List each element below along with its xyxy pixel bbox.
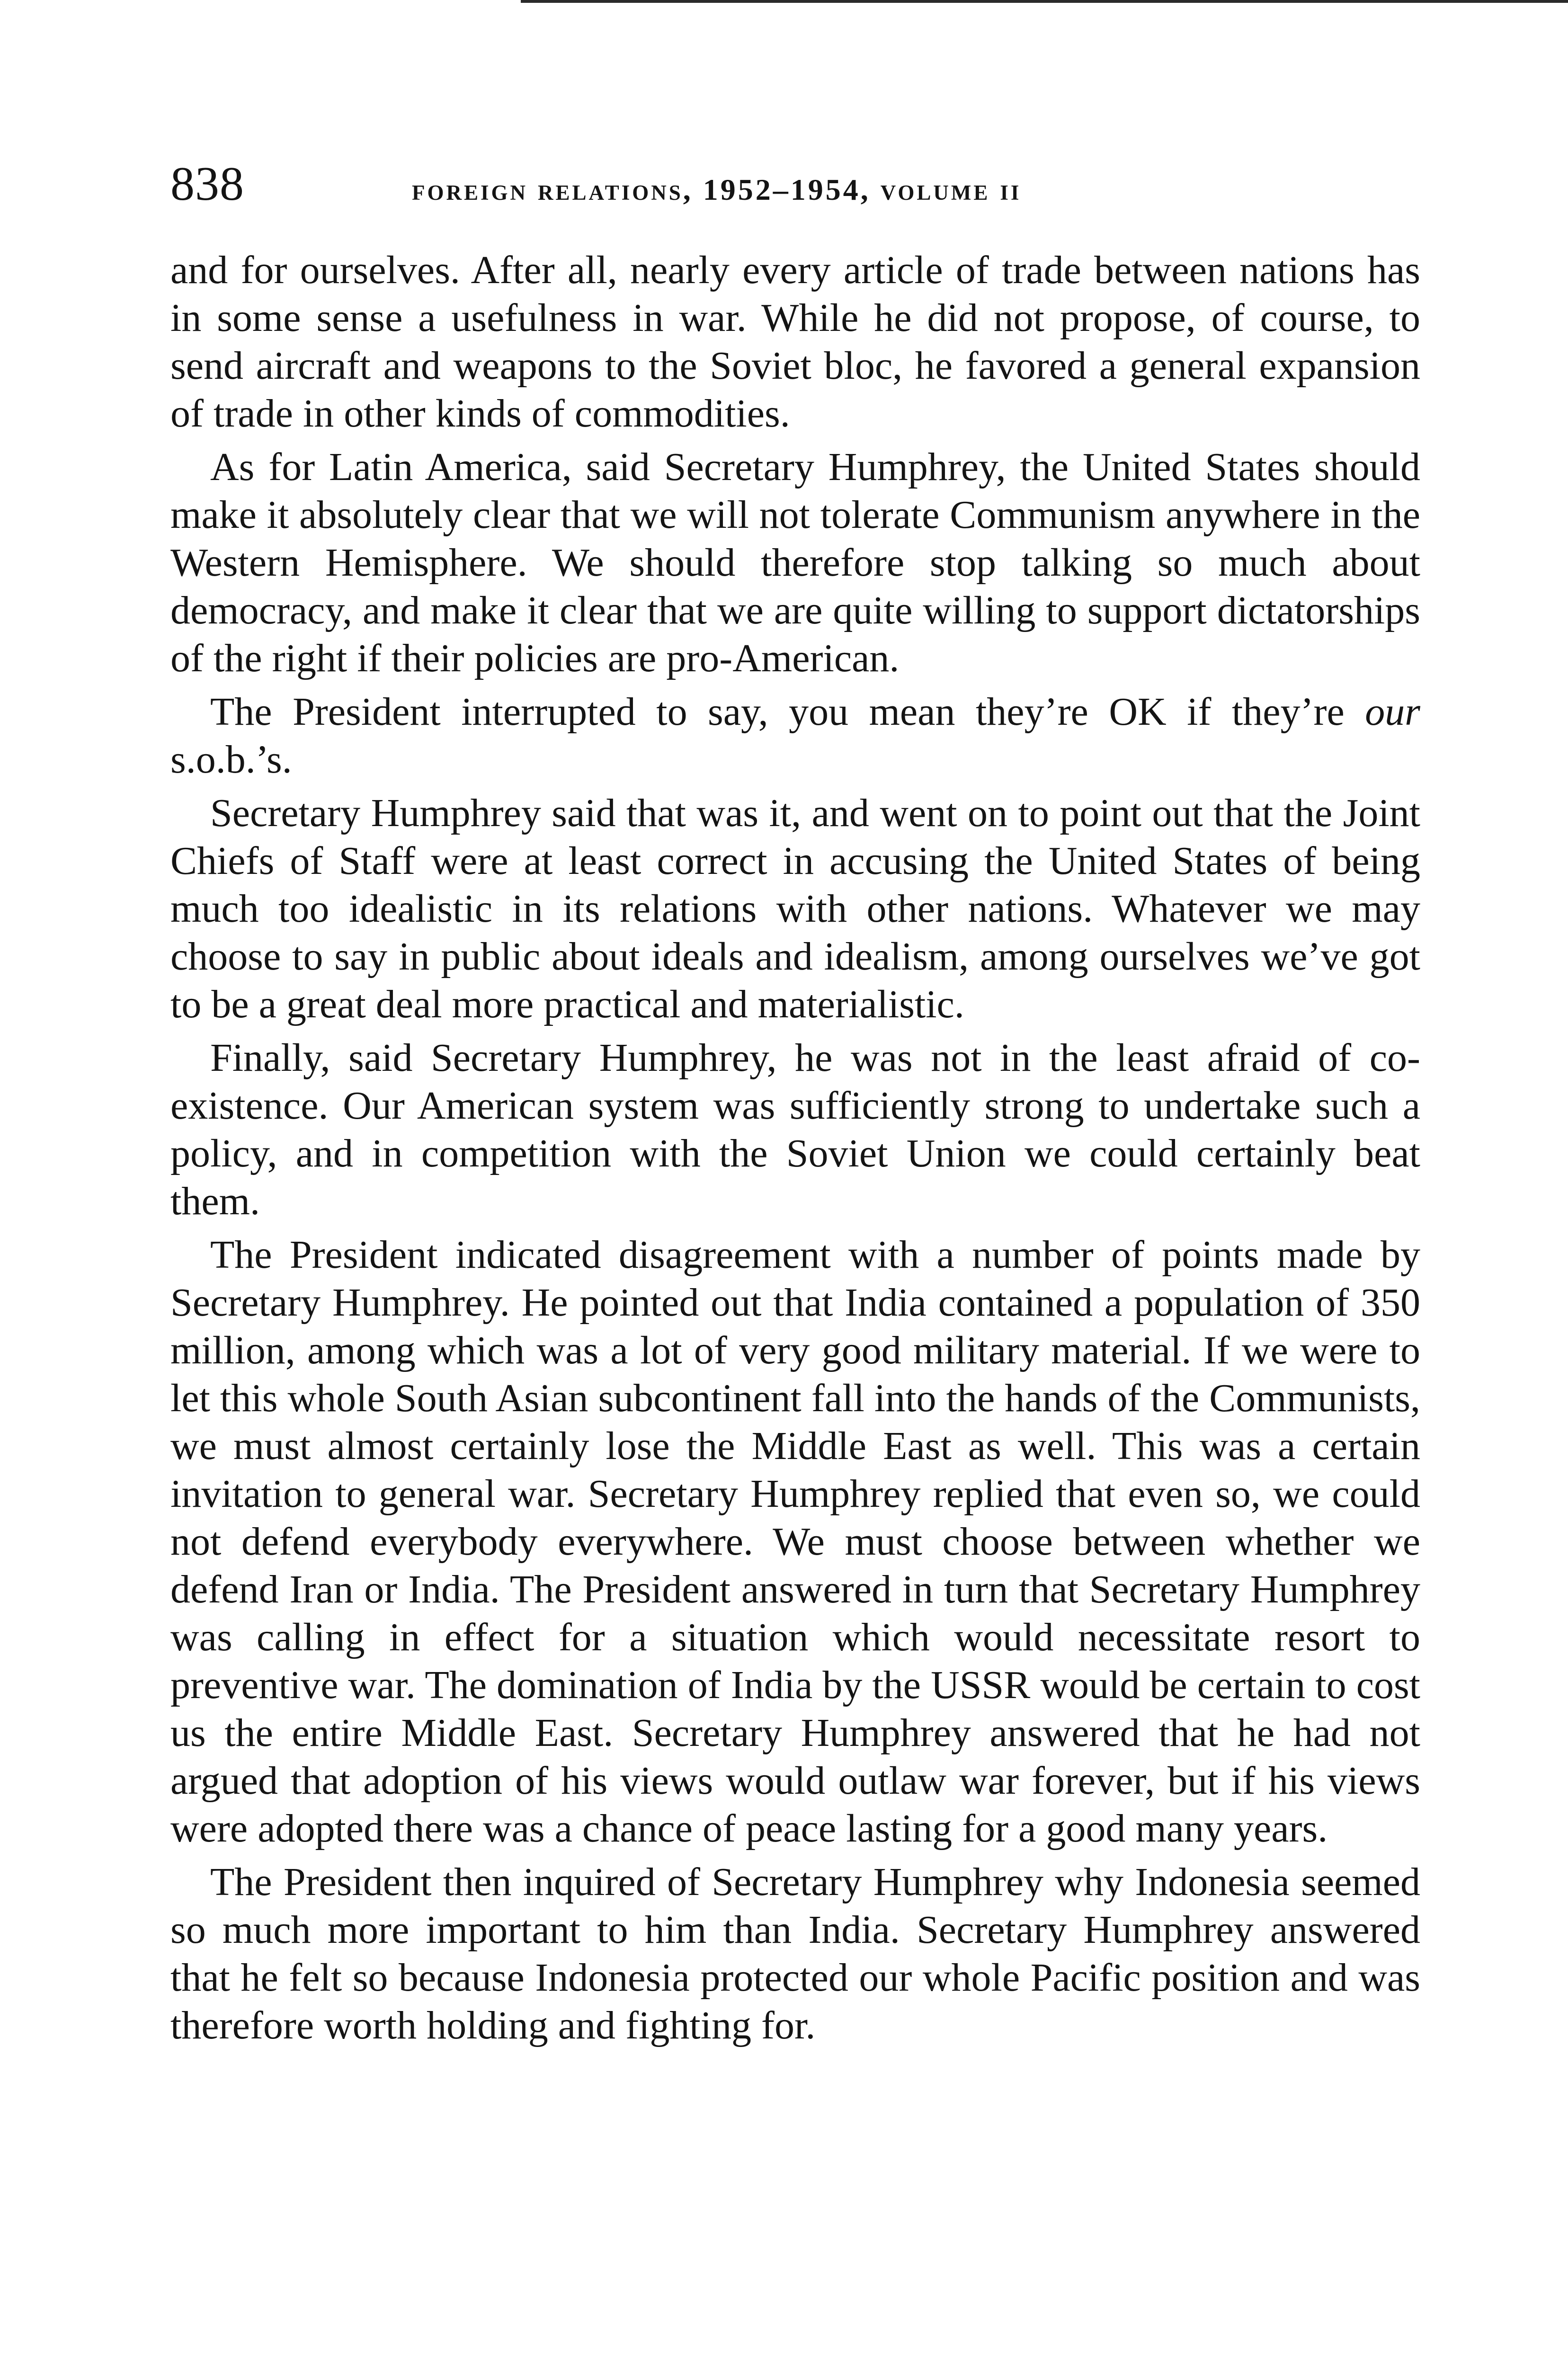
running-title: foreign relations, 1952–1954, volume ii	[412, 173, 1022, 206]
running-head	[170, 156, 1420, 227]
paragraph-text-before: The President interrupted to say, you mean they’re OK if they’re	[210, 690, 1365, 734]
paragraph-co-existence: Finally, said Secretary Humphrey, he was not in the least afraid of co-existence. Our American system was sufficiently strong to undertake such a policy, and in competition with the Soviet Union we could certainly beat them.	[170, 1036, 1420, 1223]
paragraph-joint-chiefs: Secretary Humphrey said that was it, and went on to point out that the Joint Chiefs of Staff were at least correct in accusing the United States of being much too idealistic in its relations with other nations. Whatever we may choose to say in public about ideals and idealism, among ourselves we’ve got to be a great deal more practical and materialistic.	[170, 791, 1420, 1026]
document-page	[170, 156, 1420, 2055]
paragraph-text-after: s.o.b.’s.	[170, 738, 292, 782]
paragraph-latin-america: As for Latin America, said Secretary Humphrey, the United States should make it absolutely clear that we will not tolerate Communism anywhere in the Western Hemisphere. We should therefore stop talking so much about democracy, and make it clear that we are quite willing to support dictatorships of the right if their policies are pro-American.	[170, 445, 1420, 680]
body-text	[170, 246, 1420, 2049]
italic-emphasis: our	[1365, 690, 1420, 734]
paragraph-indonesia: The President then inquired of Secretary Humphrey why Indonesia seemed so much more important to him than India. Secretary Humphrey answered that he felt so because Indonesia protected our whole Pacific position and was therefore worth holding and fighting for.	[170, 1860, 1420, 2047]
paragraph-continuation: and for ourselves. After all, nearly every article of trade between nations has in some sense a usefulness in war. While he did not propose, of course, to send aircraft and weapons to the Soviet bloc, he favored a general expansion of trade in other kinds of commodities.	[170, 248, 1420, 436]
paragraph-india-disagreement: The President indicated disagreement with a number of points made by Secretary Humphrey. He pointed out that India contained a population of 350 million, among which was a lot of very good military material. If we were to let this whole South Asian subcontinent fall into the hands of the Communists, we must almost certainly lose the Middle East as well. This was a certain invitation to general war. Secretary Humphrey replied that even so, we could not defend everybody everywhere. We must choose between whether we defend Iran or India. The President answered in turn that Secretary Humphrey was calling in effect for a situation which would necessitate resort to preventive war. The domination of India by the USSR would be certain to cost us the entire Middle East. Secretary Humphrey answered that he had not argued that adoption of his views would outlaw war forever, but if his views were adopted there was a chance of peace lasting for a good many years.	[170, 1233, 1420, 1851]
scan-edge	[521, 0, 1568, 3]
paragraph-president-interruption	[170, 688, 1420, 783]
page-number: 838	[170, 157, 244, 211]
